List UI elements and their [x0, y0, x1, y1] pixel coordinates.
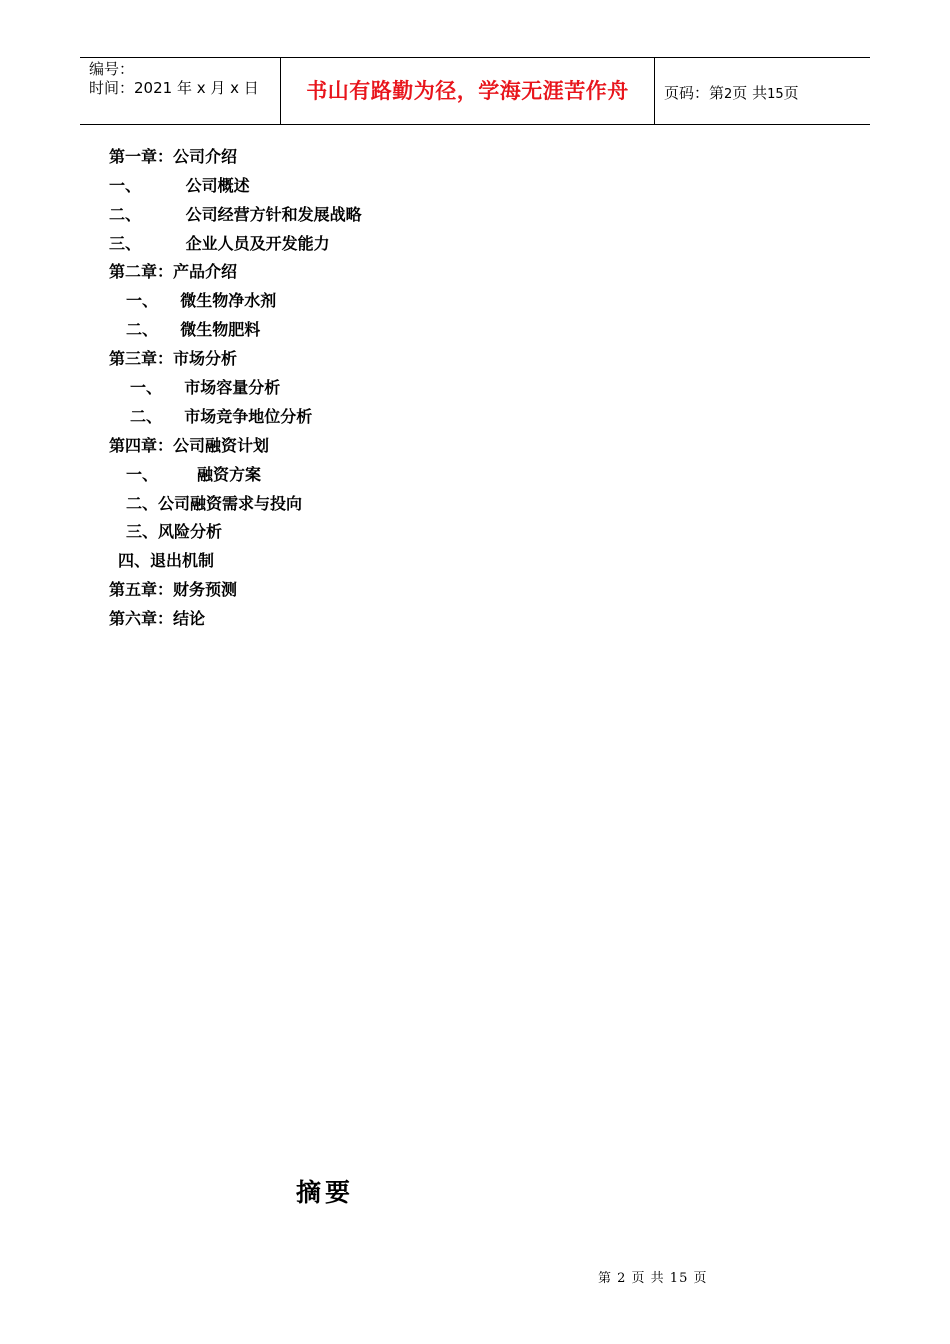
page-footer: 第 2 页 共 15 页	[598, 1271, 708, 1286]
toc-item: 三、风险分析	[126, 522, 223, 541]
header-page-info	[655, 58, 870, 124]
toc-chapter-1: 第一章：公司介绍	[109, 147, 238, 166]
toc-item: 一、 市场容量分析	[130, 378, 281, 397]
toc-item: 三、 企业人员及开发能力	[109, 234, 330, 253]
document-header	[80, 57, 870, 125]
toc-chapter-2: 第二章：产品介绍	[109, 262, 238, 281]
document-number-label: 编号：	[89, 60, 135, 78]
document-time-label: 时间：2021 年 x 月 x 日	[89, 79, 259, 97]
page-current: 2	[724, 87, 733, 102]
toc-chapter-3: 第三章：市场分析	[109, 349, 238, 368]
toc-item: 一、 公司概述	[109, 176, 250, 195]
toc-item: 一、 微生物净水剂	[126, 291, 277, 310]
page-total: 15	[767, 87, 784, 102]
header-meta-cell	[80, 58, 281, 124]
page-prefix: 页码：第	[664, 84, 725, 102]
toc-item: 二、 微生物肥料	[126, 320, 261, 339]
toc-item: 一、 融资方案	[126, 465, 261, 484]
toc-chapter-4: 第四章：公司融资计划	[109, 436, 270, 455]
page-suffix: 页	[783, 84, 799, 102]
abstract-title: 摘要	[296, 1178, 355, 1207]
toc-chapter-5: 第五章：财务预测	[109, 580, 238, 599]
header-motto: 书山有路勤为径，学海无涯苦作舟	[281, 58, 655, 124]
page-mid: 页 共	[732, 84, 768, 102]
toc-item: 二、 公司经营方针和发展战略	[109, 205, 362, 224]
toc-item: 二、公司融资需求与投向	[126, 494, 303, 513]
toc-chapter-6: 第六章：结论	[109, 609, 206, 628]
toc-item: 四、退出机制	[118, 551, 215, 570]
toc-item: 二、 市场竞争地位分析	[130, 407, 313, 426]
